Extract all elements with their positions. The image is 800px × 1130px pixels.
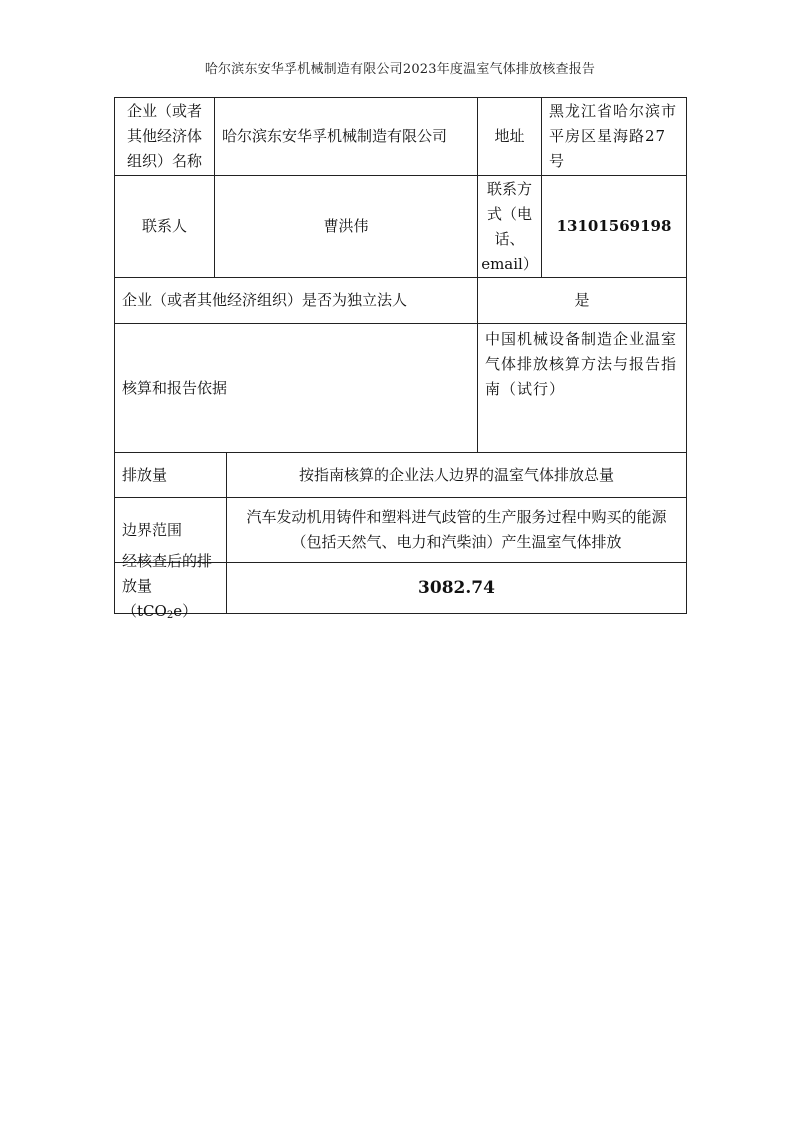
accounting-basis-label: 核算和报告依据	[122, 378, 228, 397]
accounting-basis-value: 中国机械设备制造企业温室气体排放核算方法与报告指南（试行）	[485, 330, 678, 398]
verified-emission-label-tail: e）	[173, 601, 198, 620]
contact-phone-value: 13101569198	[556, 217, 672, 235]
verification-summary-table	[114, 97, 687, 621]
emission-label: 排放量	[122, 465, 168, 484]
table-border-right	[686, 97, 687, 614]
enterprise-name-value: 哈尔滨东安华孚机械制造有限公司	[222, 127, 448, 145]
address-value: 黑龙江省哈尔滨市平房区星海路27号	[549, 102, 678, 170]
verified-emission-label	[115, 551, 226, 621]
enterprise-name-label: 企业（或者其他经济体组织）名称	[126, 102, 202, 170]
boundary-value: 汽车发动机用铸件和塑料进气歧管的生产服务过程中购买的能源（包括天然气、电力和汽柴油）产生温室气体排放	[246, 508, 667, 551]
verified-emission-label-subscript: 2	[166, 609, 174, 621]
contact-person-value: 曹洪伟	[323, 217, 369, 235]
contact-person-label: 联系人	[141, 217, 187, 235]
verified-emission-value: 3082.74	[418, 577, 495, 598]
boundary-label: 边界范围	[122, 520, 183, 539]
address-label: 地址	[494, 127, 525, 145]
verified-emission-label-main: 经核查后的排放量（tCO	[122, 551, 213, 620]
independent-legal-person-label: 企业（或者其他经济组织）是否为独立法人	[122, 291, 408, 309]
contact-method-label: 联系方式（电话、email）	[481, 179, 538, 273]
page-header-title: 哈尔滨东安华孚机械制造有限公司2023年度温室气体排放核查报告	[204, 62, 596, 77]
emission-value: 按指南核算的企业法人边界的温室气体排放总量	[298, 465, 614, 484]
independent-legal-person-value: 是	[574, 291, 590, 309]
